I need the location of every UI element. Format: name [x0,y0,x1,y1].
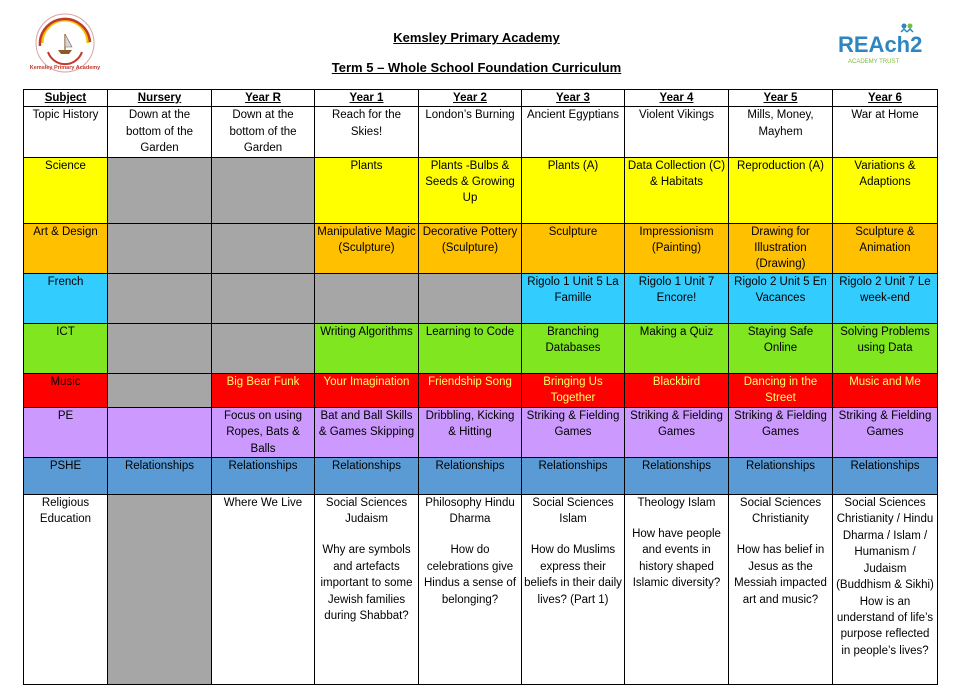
ict-year-5: Staying Safe Online [729,323,833,373]
science-nursery [108,157,212,223]
science-row [24,157,938,223]
pe-year-5: Striking & Fielding Games [729,407,833,457]
ict-nursery [108,323,212,373]
pshe-nursery: Relationships [108,458,212,495]
french-nursery [108,273,212,323]
re-year-1-unit: Social Sciences Judaism [325,497,408,526]
science-year-3: Plants (A) [522,157,625,223]
science-year-2: Plants -Bulbs & Seeds & Growing Up [419,157,522,223]
svg-text:Kemsley Primary Academy: Kemsley Primary Academy [29,65,101,71]
subject-music: Music [24,373,108,407]
re-year-2-unit: Philosophy Hindu Dharma [425,497,515,526]
art-year-r [212,223,315,273]
col-header-year-3: Year 3 [522,90,625,107]
music-year-1: Your Imagination [315,373,419,407]
subject-re: Religious Education [24,495,108,685]
pe-year-r: Focus on using Ropes, Bats & Balls [212,407,315,457]
art-year-1: Manipulative Magic (Sculpture) [315,223,419,273]
art-year-3: Sculpture [522,223,625,273]
re-year-r: Where We Live [212,495,315,685]
re-year-5 [729,495,833,685]
pshe-row [24,458,938,495]
subject-science: Science [24,157,108,223]
re-year-4-unit: Theology Islam [637,497,716,510]
pshe-year-6: Relationships [833,458,938,495]
re-year-5-question: How has belief in Jesus as the Messiah impacted art and music? [734,544,827,606]
svg-text:REAch2: REAch2 [838,32,923,57]
re-year-3-unit: Social Sciences Islam [532,497,614,526]
re-year-1-question: Why are symbols and artefacts important to some Jewish families during Shabbat? [320,544,413,623]
music-year-5: Dancing in the Street [729,373,833,407]
french-year-2 [419,273,522,323]
pe-nursery [108,407,212,457]
topic-year-r: Down at the bottom of the Garden [212,107,315,157]
music-year-2: Friendship Song [419,373,522,407]
subject-topic: Topic History [24,107,108,157]
col-header-year-2: Year 2 [419,90,522,107]
science-year-4: Data Collection (C) & Habitats [625,157,729,223]
pe-year-4: Striking & Fielding Games [625,407,729,457]
col-header-year-1: Year 1 [315,90,419,107]
art-year-2: Decorative Pottery (Sculpture) [419,223,522,273]
pe-year-6: Striking & Fielding Games [833,407,938,457]
art-nursery [108,223,212,273]
pshe-year-2: Relationships [419,458,522,495]
french-year-1 [315,273,419,323]
french-year-4: Rigolo 1 Unit 7 Encore! [625,273,729,323]
music-year-3: Bringing Us Together [522,373,625,407]
pe-year-1: Bat and Ball Skills & Games Skipping [315,407,419,457]
re-year-4 [625,495,729,685]
re-year-6-question: How is an understand of life’s purpose reflected in people’s lives? [836,595,934,657]
french-year-r [212,273,315,323]
subject-art: Art & Design [24,223,108,273]
header-row [24,90,938,107]
topic-year-2: London’s Burning [419,107,522,157]
topic-year-5: Mills, Money, Mayhem [729,107,833,157]
ict-year-1: Writing Algorithms [315,323,419,373]
french-year-3: Rigolo 1 Unit 5 La Famille [522,273,625,323]
pe-row [24,407,938,457]
art-year-4: Impressionism (Painting) [625,223,729,273]
re-year-3 [522,495,625,685]
subject-pshe: PSHE [24,458,108,495]
subject-french: French [24,273,108,323]
re-year-5-unit: Social Sciences Christianity [739,497,822,526]
pshe-year-4: Relationships [625,458,729,495]
re-year-1 [315,495,419,685]
pshe-year-1: Relationships [315,458,419,495]
col-header-year-r: Year R [212,90,315,107]
col-header-year-6: Year 6 [833,90,938,107]
re-year-4-question: How have people and events in history shaped Islamic diversity? [632,528,721,590]
art-year-6: Sculpture & Animation [833,223,938,273]
topic-year-4: Violent Vikings [625,107,729,157]
topic-row [24,107,938,157]
ict-year-3: Branching Databases [522,323,625,373]
french-year-5: Rigolo 2 Unit 5 En Vacances [729,273,833,323]
re-nursery [108,495,212,685]
science-year-1: Plants [315,157,419,223]
topic-nursery: Down at the bottom of the Garden [108,107,212,157]
pshe-year-3: Relationships [522,458,625,495]
science-year-5: Reproduction (A) [729,157,833,223]
col-header-year-4: Year 4 [625,90,729,107]
col-header-nursery: Nursery [108,90,212,107]
french-row [24,273,938,323]
art-row [24,223,938,273]
re-year-2 [419,495,522,685]
page-title: Term 5 – Whole School Foundation Curriculum [331,60,622,75]
ict-year-6: Solving Problems using Data [833,323,938,373]
ict-row [24,323,938,373]
topic-year-1: Reach for the Skies! [315,107,419,157]
ict-year-r [212,323,315,373]
svg-text:ACADEMY TRUST: ACADEMY TRUST [848,59,900,65]
music-year-r: Big Bear Funk [212,373,315,407]
music-year-6: Music and Me [833,373,938,407]
subject-pe: PE [24,407,108,457]
pshe-year-r: Relationships [212,458,315,495]
topic-year-3: Ancient Egyptians [522,107,625,157]
re-row [24,495,938,685]
french-year-6: Rigolo 2 Unit 7 Le week-end [833,273,938,323]
topic-year-6: War at Home [833,107,938,157]
art-year-5: Drawing for Illustration (Drawing) [729,223,833,273]
music-year-4: Blackbird [625,373,729,407]
re-year-6 [833,495,938,685]
pshe-year-5: Relationships [729,458,833,495]
pe-year-3: Striking & Fielding Games [522,407,625,457]
subject-ict: ICT [24,323,108,373]
music-nursery [108,373,212,407]
col-header-subject: Subject [24,90,108,107]
ict-year-2: Learning to Code [419,323,522,373]
pe-year-2: Dribbling, Kicking & Hitting [419,407,522,457]
re-year-2-question: How do celebrations give Hindus a sense of belonging? [423,544,517,606]
re-year-3-question: How do Muslims express their beliefs in their daily lives? (Part 1) [524,544,622,606]
col-header-year-5: Year 5 [729,90,833,107]
science-year-r [212,157,315,223]
re-year-6-unit: Social Sciences Christianity / Hindu Dharma / Islam / Humanism / Judaism (Buddhism & Sikhi) [836,497,934,592]
music-row [24,373,938,407]
curriculum-table [23,89,938,685]
science-year-6: Variations & Adaptions [833,157,938,223]
ict-year-4: Making a Quiz [625,323,729,373]
school-name: Kemsley Primary Academy [393,30,560,45]
